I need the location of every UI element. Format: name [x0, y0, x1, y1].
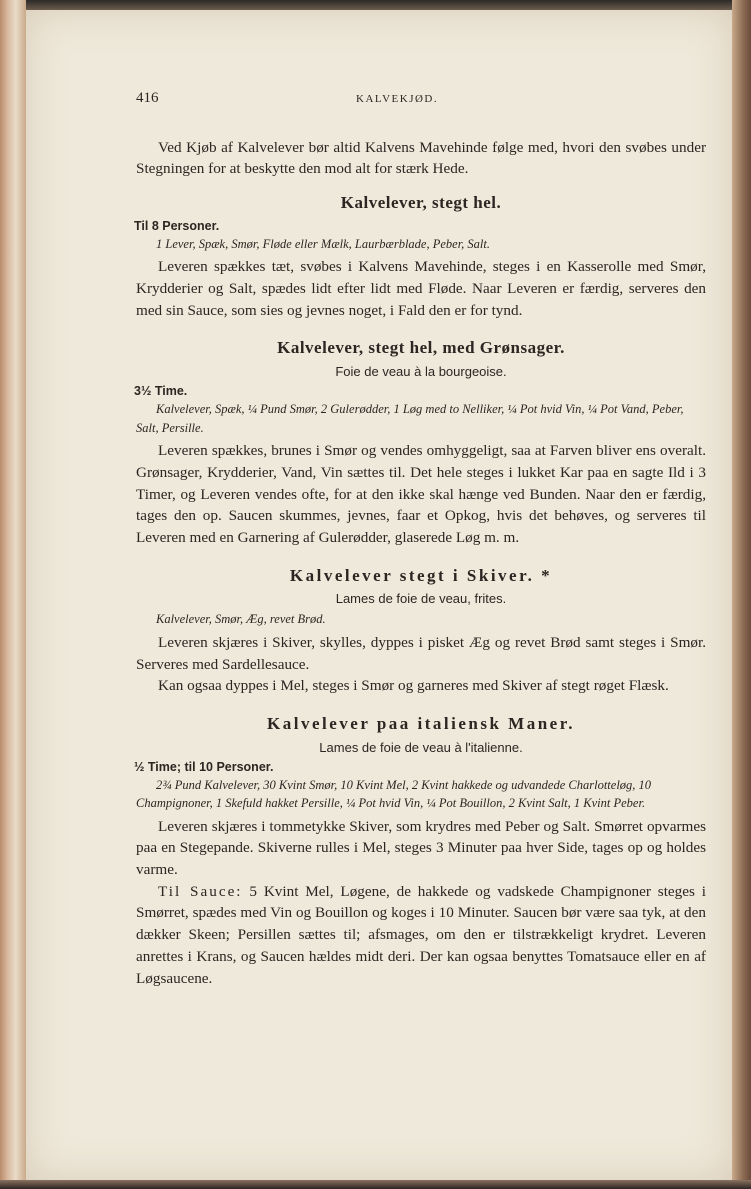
recipe-meta: ½ Time; til 10 Personer.	[134, 759, 274, 774]
page-number: 416	[136, 90, 159, 106]
recipe-ingredients: 1 Lever, Spæk, Smør, Fløde eller Mælk, Laurbærblade, Peber, Salt.	[156, 236, 490, 251]
sauce-paragraph	[136, 881, 706, 990]
recipe-ingredients: Kalvelever, Spæk, ¼ Pund Smør, 2 Gulerødder, 1 Løg med to Nelliker, ¼ Pot hvid Vin, ¼ Pot Vand, Peber, Salt, Persille.	[136, 402, 684, 435]
book-right-edge	[732, 0, 751, 1189]
intro-paragraph: Ved Kjøb af Kalvelever bør altid Kalvens Mavehinde følge med, hvori den svøbes under Stegningen for at beskytte den mod alt for stærk Hede.	[136, 138, 706, 178]
recipe-ingredients: 2¾ Pund Kalvelever, 30 Kvint Smør, 10 Kvint Mel, 2 Kvint hakkede og udvandede Charlotteløg, 10 Champignoner, 1 Skefuld hakket Persille, ¼ Pot hvid Vin, ¼ Pot Bouillon, 2 Kvint Salt, 1 Kvint Peber.	[136, 777, 652, 811]
recipe-title: Kalvelever, stegt hel, med Grønsager.	[277, 338, 565, 358]
book-bottom-edge	[0, 1180, 751, 1189]
sauce-text: 5 Kvint Mel, Løgene, de hakkede og vadskede Champignoner steges i Smørret, spædes med Vin og Bouillon og koges i 10 Minuter. Saucen bør være saa tyk, at den dækker Skeen; Persillen sættes til; afsmages, om den er tilstrækkeligt krydret. Leveren anrettes i Krans, og Saucen hældes midt deri. Der kan ogsaa benyttes Tomatsauce eller en af Løgsaucene.	[136, 882, 706, 987]
recipe-meta: Til 8 Personer.	[134, 218, 220, 233]
page-header	[136, 88, 706, 111]
recipe-title: Kalvelever stegt i Skiver. *	[289, 565, 553, 585]
sauce-label: Til Sauce:	[158, 882, 243, 900]
recipe-paragraph: Leveren skjæres i Skiver, skylles, dyppes i pisket Æg og revet Brød samt steges i Smør. Serveres med Sardellesauce.	[136, 633, 706, 673]
recipe-paragraph: Kan ogsaa dyppes i Mel, steges i Smør og garneres med Skiver af stegt røget Flæsk.	[158, 677, 669, 695]
recipe-paragraph: Leveren spækkes, brunes i Smør og vendes omhyggeligt, saa at Farven bliver ens overalt. Grønsager, Krydderier, Vand, Vin sættes til. Det hele steges i lukket Kar paa en sagte Ild i 3 Timer, og Leveren vendes ofte, for at den ikke skal hænge ved Bunden. Naar den er færdig, tages den op. Saucen skummes, jevnes, faar et Opkog, hvis det behøves, og serveres til Leveren med en Garnering af Gulerødder, glaserede Løg m. m.	[136, 442, 706, 546]
recipe-paragraph: Leveren spækkes tæt, svøbes i Kalvens Mavehinde, steges i en Kasserolle med Smør, Krydderier og Salt, spædes lidt efter lidt med Fløde. Naar Leveren er færdig, serveres den med sin Sauce, som sies og jevnes noget, i Fald den er for tynd.	[136, 258, 706, 319]
recipe-title: Kalvelever, stegt hel.	[340, 193, 502, 213]
recipe-title: Kalvelever paa italiensk Maner.	[267, 713, 575, 733]
recipe-meta: 3½ Time.	[134, 384, 188, 399]
book-top-edge	[0, 0, 751, 10]
recipe-subtitle: Lames de foie de veau à l'italienne.	[319, 739, 523, 755]
recipe-paragraph: Leveren skjæres i tommetykke Skiver, som krydres med Peber og Salt. Smørret opvarmes paa en Stegepande. Skiverne rulles i Mel, steges 3 Minuter paa hver Side, tages op og holdes varme.	[136, 817, 706, 879]
running-head: KALVEKJØD.	[356, 93, 439, 105]
page-content	[136, 88, 706, 989]
recipe-ingredients: Kalvelever, Smør, Æg, revet Brød.	[156, 612, 326, 627]
book-spine-edge	[0, 0, 26, 1189]
recipe-subtitle: Lames de foie de veau, frites.	[335, 591, 507, 607]
recipe-subtitle: Foie de veau à la bourgeoise.	[335, 364, 507, 380]
